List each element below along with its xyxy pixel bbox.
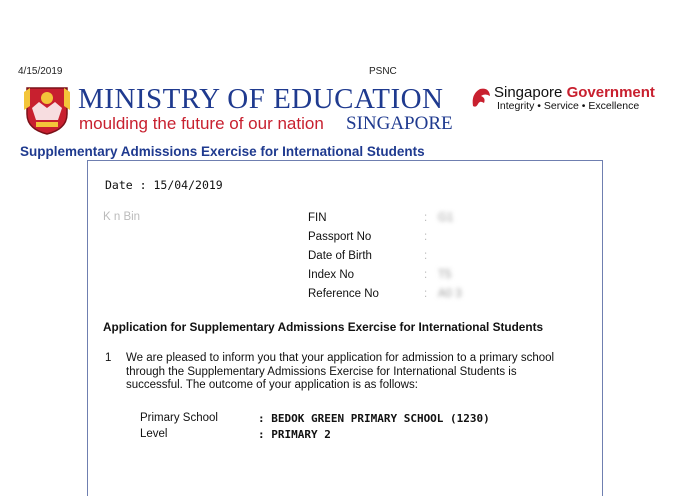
paragraph-line-1: We are pleased to inform you that your application for admission to a primary school bbox=[126, 352, 555, 364]
paragraph-line-3: successful. The outcome of your application is as follows: bbox=[126, 379, 418, 391]
outcome-value-school: : BEDOK GREEN PRIMARY SCHOOL (1230) bbox=[258, 412, 490, 425]
gov-name-prefix: Singapore bbox=[494, 84, 563, 101]
ministry-tagline: moulding the future of our nation bbox=[79, 114, 324, 133]
field-label-fin: FIN bbox=[308, 212, 327, 224]
print-title: PSNC bbox=[369, 66, 397, 77]
paragraph-body bbox=[126, 352, 554, 393]
outcome-label-level: Level bbox=[140, 428, 168, 440]
government-motto: Integrity • Service • Excellence bbox=[497, 100, 640, 112]
date-label: Date : bbox=[105, 178, 147, 192]
letter-date bbox=[105, 178, 223, 192]
field-value-reference: A0 3 bbox=[438, 288, 462, 300]
outcome-label-school: Primary School bbox=[140, 412, 218, 424]
ministry-title: MINISTRY OF EDUCATION bbox=[78, 83, 444, 115]
field-label-dob: Date of Birth bbox=[308, 250, 372, 262]
field-label-index: Index No bbox=[308, 269, 355, 281]
field-value-fin: G1 bbox=[438, 212, 454, 224]
print-date: 4/15/2019 bbox=[18, 66, 63, 77]
ministry-country: SINGAPORE bbox=[346, 113, 453, 134]
lion-head-icon bbox=[470, 86, 492, 110]
singapore-government-logo-text bbox=[494, 84, 655, 101]
letter-subject: Application for Supplementary Admissions Exercise for International Students bbox=[103, 320, 544, 334]
gov-name-suffix: Government bbox=[566, 84, 655, 101]
field-label-reference: Reference No bbox=[308, 288, 379, 300]
applicant-name: K n Bin bbox=[103, 211, 141, 223]
page-heading: Supplementary Admissions Exercise for International Students bbox=[20, 144, 425, 159]
paragraph-number: 1 bbox=[105, 352, 112, 364]
moe-crest-icon bbox=[22, 84, 72, 136]
paragraph-line-2: through the Supplementary Admissions Exercise for International Students is bbox=[126, 365, 517, 378]
field-label-passport: Passport No bbox=[308, 231, 372, 243]
date-value: 15/04/2019 bbox=[153, 178, 223, 192]
field-value-index: T5 bbox=[438, 269, 452, 281]
letter-panel: Date : 15/04/2019 K n Bin FIN Passport No Date of Birth Index No Reference No : : : : : G1 T5 A0 3 Application for Supplementary Admissions Exercise for International Students 1 We are pleased to inform you that your application for admission to a primary school through the Supplementary Admissions Exercise for International Students is successful. The outcome of your application is as follows: Primary School : BEDOK GREEN PRIMARY SCHOOL (1230) Level : PRIMARY 2 bbox=[87, 160, 603, 496]
outcome-value-level: : PRIMARY 2 bbox=[258, 428, 331, 441]
